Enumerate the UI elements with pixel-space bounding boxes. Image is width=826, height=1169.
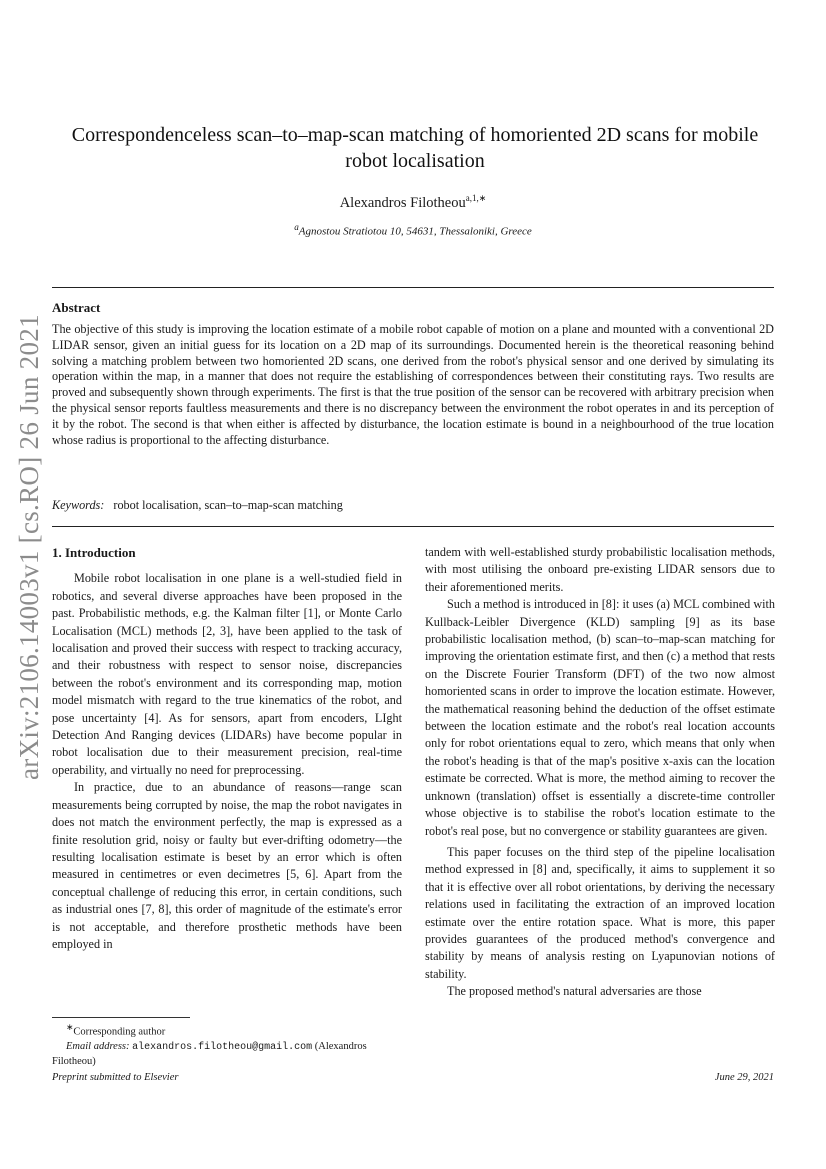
- author-name: Alexandros Filotheou: [339, 194, 466, 211]
- section-heading-introduction: 1. Introduction: [52, 545, 136, 560]
- right-column: [425, 544, 775, 1001]
- keywords-label: Keywords:: [52, 498, 105, 512]
- footnote-rule: [52, 1017, 190, 1018]
- abstract-text: The objective of this study is improving the location estimate of a mobile robot capable of motion on a plane and mounted with a conventional 2D LIDAR sensor, given an initial guess for its location on a 2D map of its surroundings. Documented herein is the theoretical reasoning behind solving a matching problem between two homoriented 2D scans, one derived from the robot's physical sensor and one derived by simulating its operation within the map, in a manner that does not require the establishing of correspondences between their constituting rays. Two results are proved and subsequently shown through experiments. The first is that the true position of the sensor can be recovered with arbitrary precision when the physical sensor reports faultless measurements and there is no discrepancy between the environment the robot operates in and its perception of it by the robot. The second is that when either is affected by disturbance, the location estimate is bound in a neighbourhood of the true location whose radius is proportional to the affecting disturbance.: [52, 322, 774, 447]
- footnote-email-line: [52, 1040, 402, 1069]
- left-column: [52, 544, 402, 953]
- abstract-heading: Abstract: [52, 300, 101, 315]
- paragraph: tandem with well-established sturdy probabilistic localisation methods, with most utilising the onboard pre-existing LIDAR sensors due to their aforementioned merits.: [425, 545, 775, 594]
- author-line: [0, 193, 826, 212]
- abstract-bottom-rule: [52, 526, 774, 527]
- paragraph: Such a method is introduced in [8]: it uses (a) MCL combined with Kullback-Leibler Divergence (KLD) sampling [9] as its base probabilistic localisation method, (b) scan–to–map-scan matching for improving the orientation estimate first, and then (c) a method that rests on the Discrete Fourier Transform (DFT) of the two now almost homoriented scans in order to improve the location estimate. However, the mathematical reasoning behind the deduction of the offset estimate between the location estimate and the robot's real location accounts only for robot orientations equal to zero, which means that only when the robot's heading is that of the map's positive x-axis can the location estimate be corrected. What is more, the method aiming to recover the unknown (translation) offset is essentially a discrete-time controller whose objective is to stabilise the robot's location estimate to the robot's real pose, but no convergence or stability guarantees are given.: [425, 597, 775, 838]
- email-name: (Alexandros Filotheou): [52, 1040, 367, 1067]
- author-marks: a,1,∗: [465, 193, 487, 203]
- affiliation-text: Agnostou Stratiotou 10, 54631, Thessaloniki, Greece: [298, 225, 532, 238]
- paragraph: Mobile robot localisation in one plane is a well-studied field in robotics, and several diverse approaches have been proposed in the past. Probabilistic methods, e.g. the Kalman filter [1], or Monte Carlo Localisation (MCL) methods [2, 3], have been applied to the task of localisation and proved their success with respect to tracking accuracy, and their robustness with respect to sensor noise, discrepancies between the robot's environment and its corresponding map, motion model mismatch with regard to the true kinematics of the robot, and pose uncertainty [4]. As for sensors, apart from encoders, LIght Detection And Ranging devices (LIDARs) have become popular in robot localisation due to their measurement precision, real-time operability, and virtually no need for preprocessing.: [52, 571, 402, 777]
- keywords-text: robot localisation, scan–to–map-scan matching: [113, 498, 343, 512]
- affiliation: [0, 222, 826, 238]
- affiliation-mark: a: [294, 222, 299, 232]
- paper-title: Correspondenceless scan–to–map-scan matching of homoriented 2D scans for mobile robot localisation: [71, 124, 759, 172]
- arxiv-stamp: arXiv:2106.14003v1 [cs.RO] 26 Jun 2021: [14, 314, 44, 780]
- footnote-mark: ∗: [66, 1022, 74, 1032]
- footer-preprint: Preprint submitted to Elsevier: [52, 1072, 179, 1083]
- email-label: Email address:: [66, 1040, 130, 1052]
- footer-date: June 29, 2021: [714, 1072, 774, 1083]
- email-address[interactable]: alexandros.filotheou@gmail.com: [132, 1041, 313, 1053]
- footnote-corresponding-text: Corresponding author: [73, 1026, 166, 1038]
- paragraph: In practice, due to an abundance of reasons—range scan measurements being corrupted by noise, the map the robot navigates in does not match the environment perfectly, the map is expressed as a finite resolution grid, noisy or faulty but ever-drifting odometry—the resulting localisation estimate is beset by an error which is often measured in centimetres or even decimetres [5, 6]. Apart from the conceptual challenge of reducing this error, in certain conditions, such as industrial ones [7, 8], this order of magnitude of the estimate's error is not acceptable, and therefore prosthetic methods have been employed in: [52, 780, 402, 951]
- abstract-top-rule: [52, 287, 774, 288]
- paragraph: The proposed method's natural adversaries are those: [447, 984, 702, 999]
- footnote-corresponding: [52, 1020, 402, 1040]
- footnote: [52, 1020, 402, 1069]
- paragraph: This paper focuses on the third step of the pipeline localisation method expressed in [8] and, specifically, it aims to supplement it so that it is effective over all robot orientations, by deriving the necessary relations used in facilitating the extraction of an improved location estimate over the entire rotation space. What is more, this paper provides guarantees of the produced method's convergence and stability by means of analysis resting on Lyapunovian notions of stability.: [425, 844, 775, 981]
- keywords-line: [52, 498, 774, 513]
